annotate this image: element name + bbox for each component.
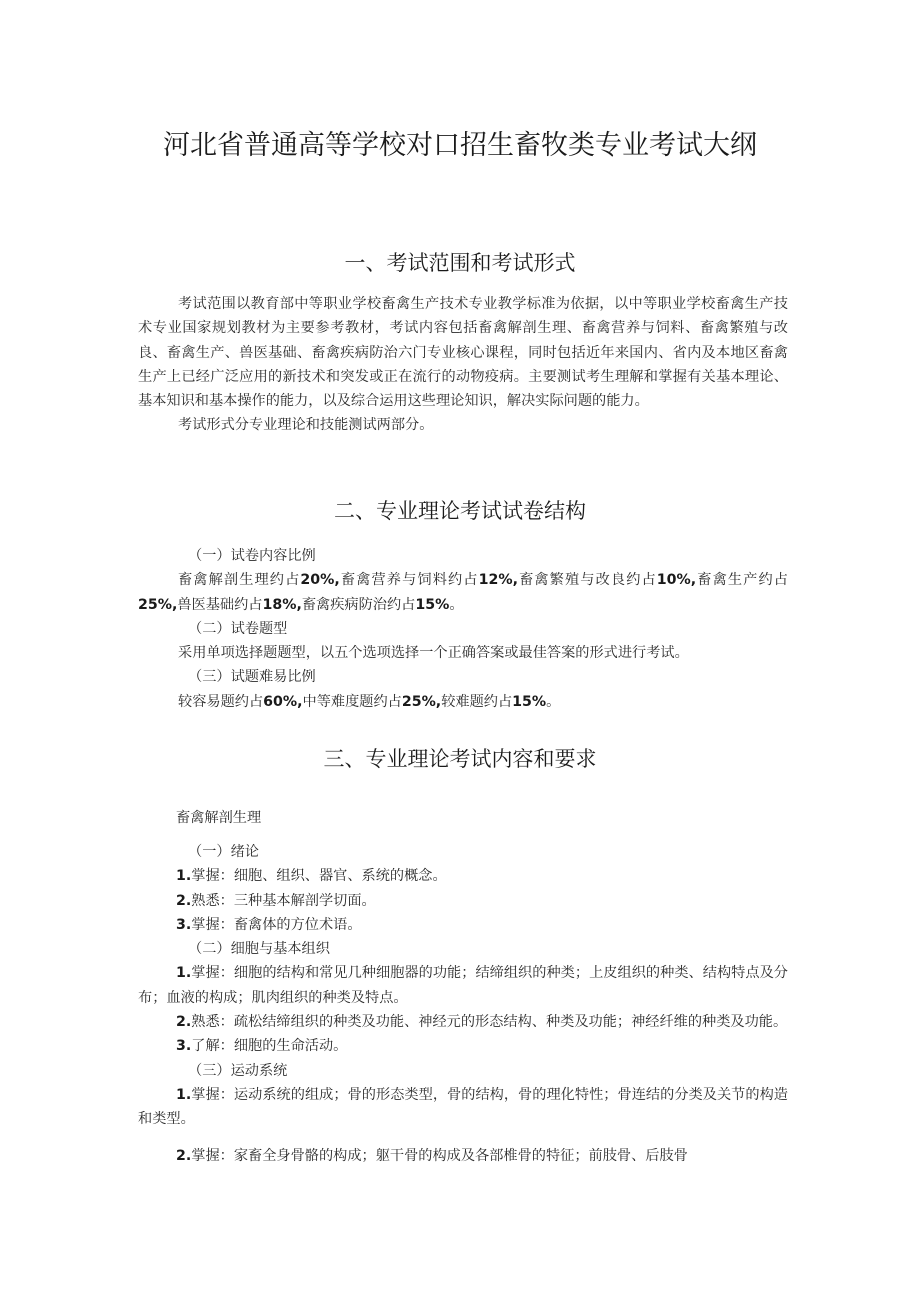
- chapter-1-item: 1.掌握：细胞、组织、器官、系统的概念。: [176, 868, 447, 885]
- section-2-body: [138, 544, 788, 714]
- section-3-body: [138, 840, 788, 1168]
- section-3-heading: 三、专业理论考试内容和要求: [323, 747, 597, 771]
- section-2-heading: 二、专业理论考试试卷结构: [334, 499, 586, 523]
- chapter-2-title: （二）细胞与基本组织: [188, 941, 330, 958]
- chapter-2-item: 1.掌握：细胞的结构和常见几种细胞器的功能；结缔组织的种类；上皮组织的种类、结构特点及分布；血液的构成；肌肉组织的种类及特点。: [138, 965, 788, 1006]
- section-1-paragraph-1: 考试范围以教育部中等职业学校畜禽生产技术专业教学标准为依据，以中等职业学校畜禽生产技术专业国家规划教材为主要参考教材，考试内容包括畜禽解剖生理、畜禽营养与饲料、畜禽繁殖与改良、畜禽生产、兽医基础、畜禽疾病防治六门专业核心课程，同时包括近年来国内、省内及本地区畜禽生产上已经广泛应用的新技术和突发或正在流行的动物疫病。主要测试考生理解和掌握有关基本理论、基本知识和基本操作的能力，以及综合运用这些理论知识，解决实际问题的能力。: [138, 296, 788, 410]
- question-type-text: 采用单项选择题题型，以五个选项选择一个正确答案或最佳答案的形式进行考试。: [178, 645, 689, 662]
- section-1-paragraph-2: 考试形式分专业理论和技能测试两部分。: [178, 417, 434, 434]
- section-2-sub-1: （一）试卷内容比例: [188, 548, 316, 564]
- document-title: 河北省普通高等学校对口招生畜牧类专业考试大纲: [163, 130, 757, 161]
- chapter-1-item: 2.熟悉：三种基本解剖学切面。: [176, 892, 376, 909]
- section-1-heading: 一、考试范围和考试形式: [344, 251, 576, 275]
- subject-block: [138, 806, 788, 830]
- section-2-sub-3: （三）试题难易比例: [188, 669, 316, 686]
- difficulty-ratio-text: 较容易题约占60%,中等难度题约占25%,较难题约占15%。: [178, 693, 561, 710]
- chapter-2-item: 2.熟悉：疏松结缔组织的种类及功能、神经元的形态结构、种类及功能；神经纤维的种类及功能。: [176, 1014, 788, 1031]
- section-2-sub-2: （二）试卷题型: [188, 620, 288, 637]
- chapter-1-title: （一）绪论: [188, 844, 259, 860]
- chapter-3-item: 1.掌握：运动系统的组成；骨的形态类型，骨的结构，骨的理化特性；骨连结的分类及关节的构造和类型。: [138, 1086, 788, 1128]
- subject-title: 畜禽解剖生理: [176, 810, 262, 826]
- content-ratio-text: 畜禽解剖生理约占20%,畜禽营养与饲料约占12%,畜禽繁殖与改良约占10%,畜禽生产约占25%,兽医基础约占18%,畜禽疾病防治约占15%。: [138, 572, 788, 613]
- section-1-body: [138, 292, 788, 438]
- chapter-2-item: 3.了解：细胞的生命活动。: [176, 1038, 348, 1055]
- chapter-3-title: （三）运动系统: [188, 1062, 288, 1079]
- chapter-3-item: 2.掌握：家畜全身骨骼的构成；躯干骨的构成及各部椎骨的特征；前肢骨、后肢骨: [176, 1147, 688, 1164]
- chapter-1-item: 3.掌握：畜禽体的方位术语。: [176, 916, 362, 933]
